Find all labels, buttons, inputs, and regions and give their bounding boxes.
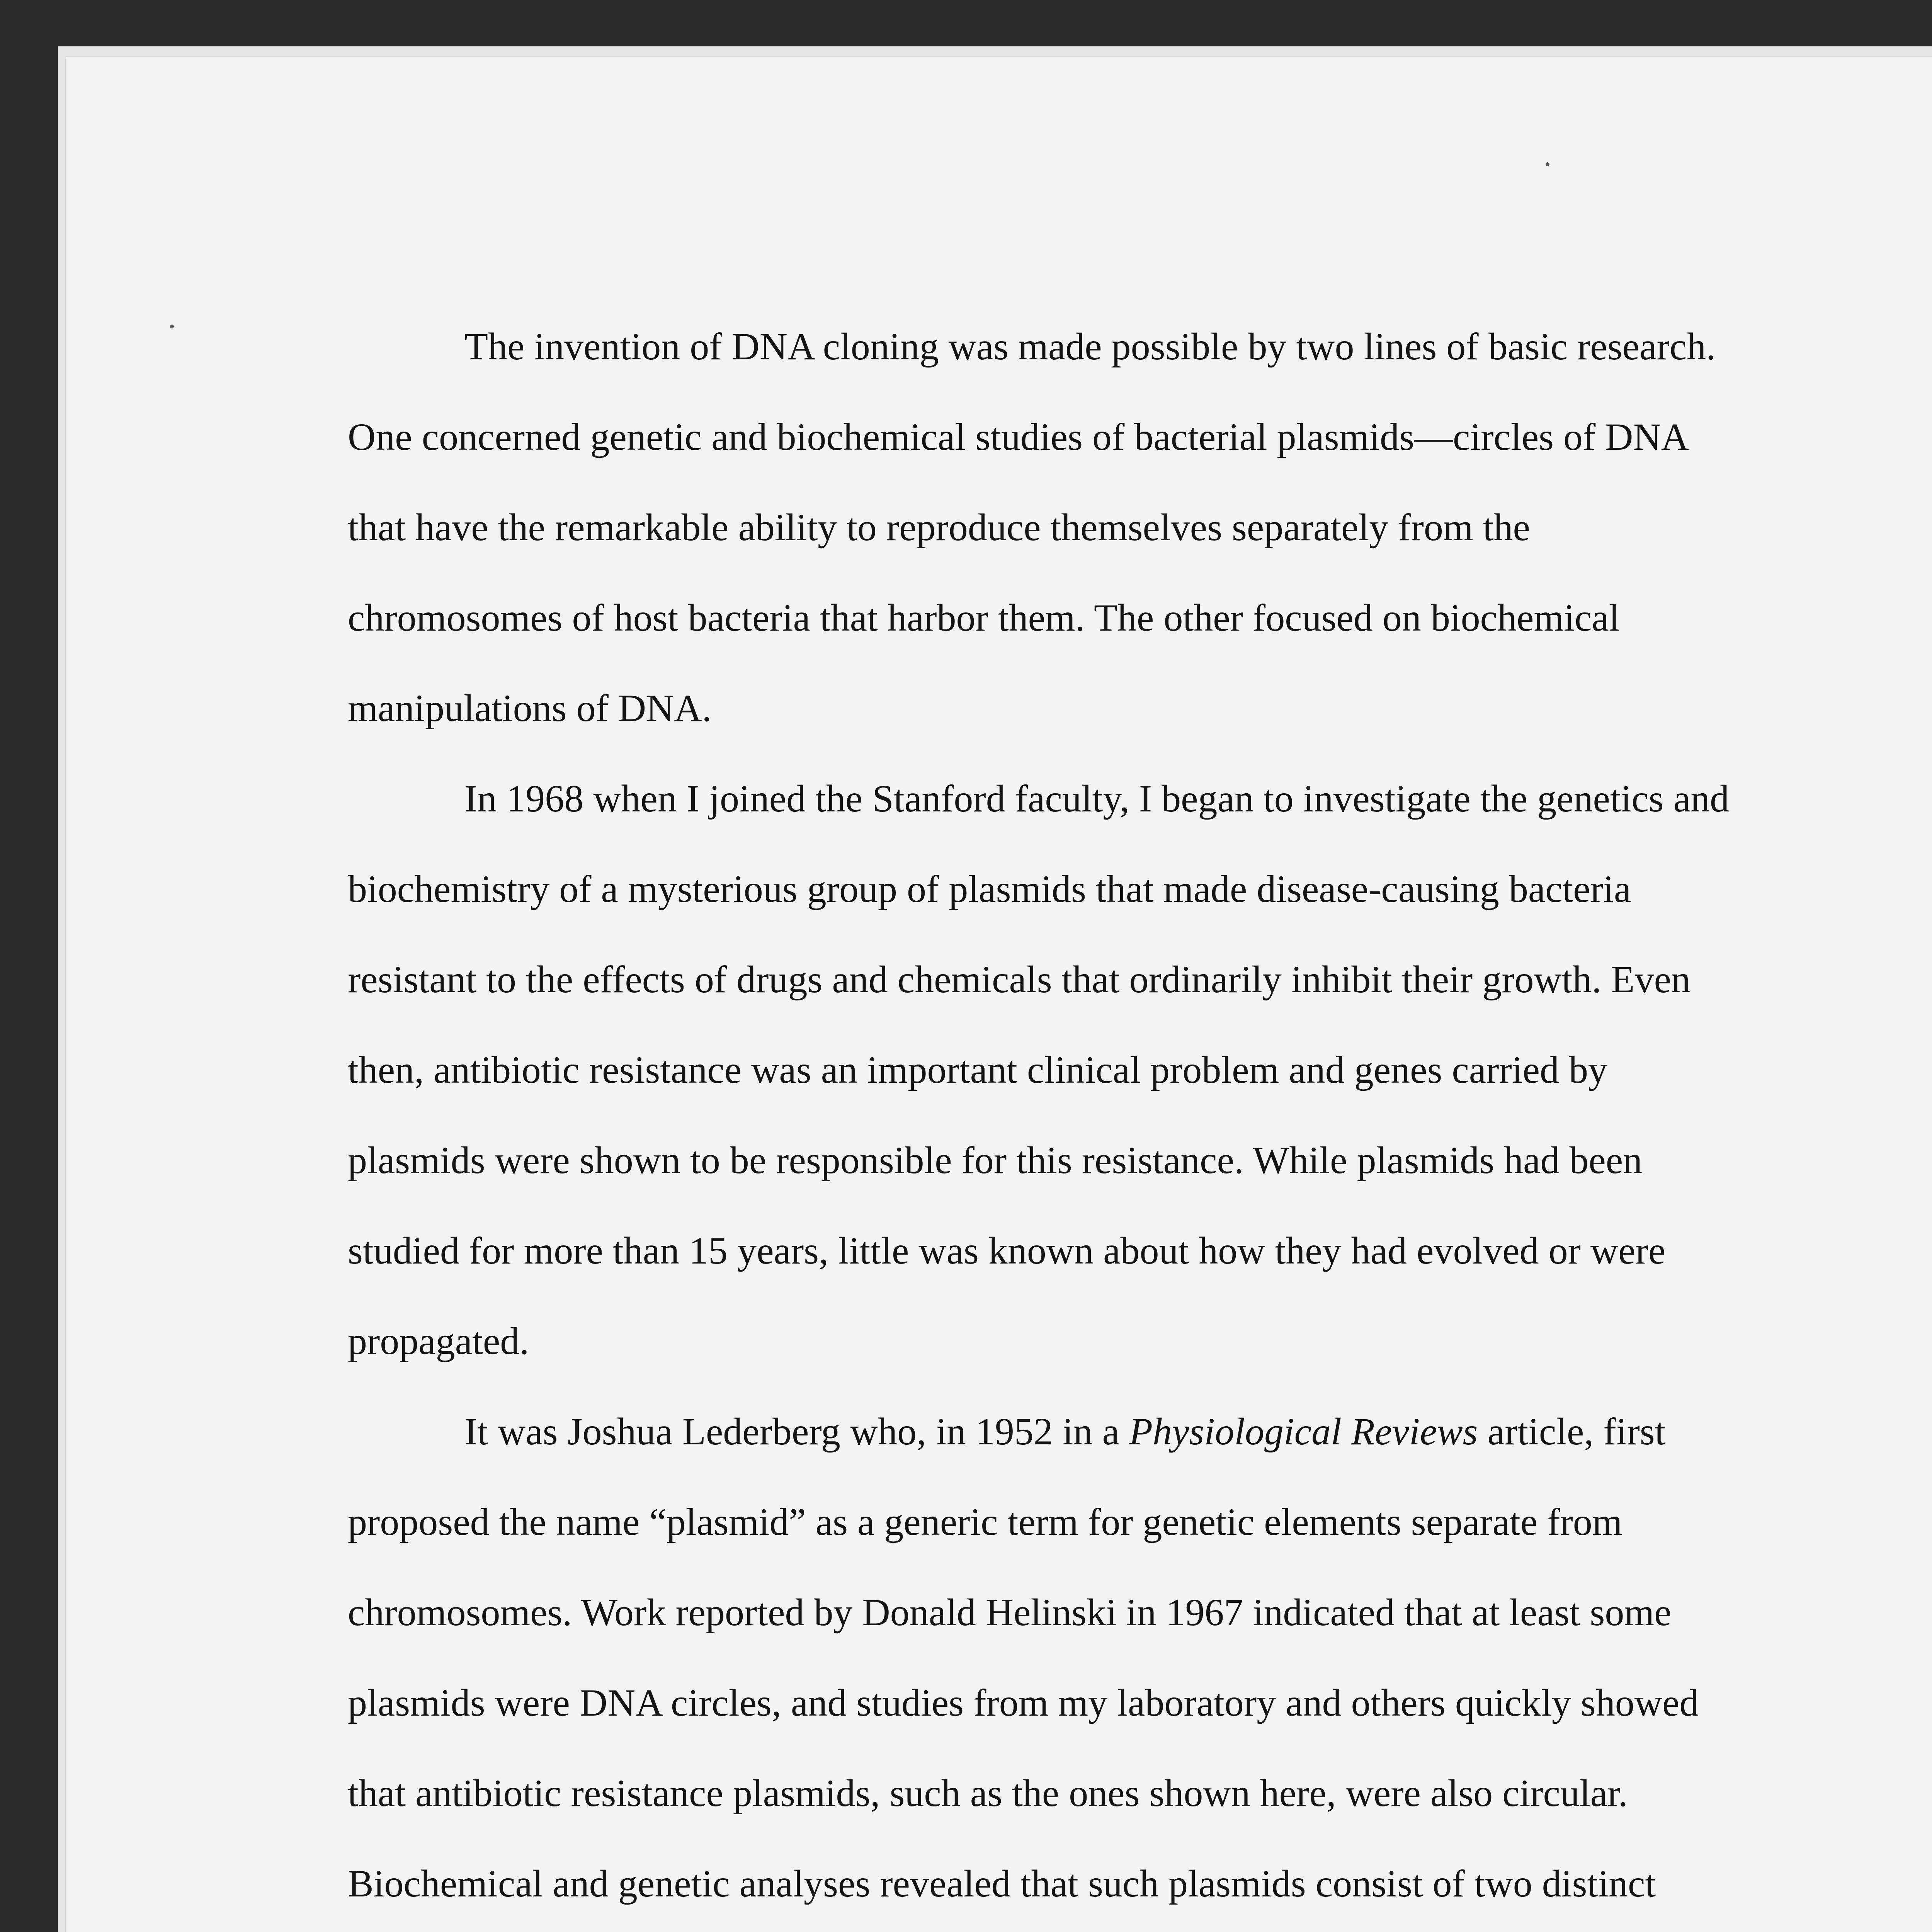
text-line: chromosomes of host bacteria that harbor them. The other focused on biochemical: [348, 596, 1620, 639]
text-line: manipulations of DNA.: [348, 687, 712, 730]
page-speck: [170, 325, 174, 328]
text-line: that have the remarkable ability to reproduce themselves separately from the: [348, 506, 1530, 549]
page-speck: [1546, 162, 1549, 166]
text-line: resistant to the effects of drugs and chemicals that ordinarily inhibit their growth. Even: [348, 958, 1690, 1001]
body-text: [348, 301, 1777, 1932]
text-line: plasmids were shown to be responsible for this resistance. While plasmids had been: [348, 1139, 1643, 1182]
journal-title: Physiological Reviews: [1129, 1410, 1478, 1453]
text-line: The invention of DNA cloning was made possible by two lines of basic research.: [464, 325, 1716, 368]
paragraph: [348, 1386, 1777, 1932]
text-line: In 1968 when I joined the Stanford faculty, I began to investigate the genetics and: [464, 777, 1730, 820]
text-run: It was Joshua Lederberg who, in 1952 in a: [464, 1410, 1129, 1453]
text-line: [348, 1929, 1777, 1932]
text-line: proposed the name “plasmid” as a generic term for genetic elements separate from: [348, 1500, 1622, 1543]
paragraph: [348, 301, 1777, 753]
text-line: plasmids were DNA circles, and studies from my laboratory and others quickly showed: [348, 1681, 1699, 1724]
text-run: article, first: [1478, 1410, 1666, 1453]
text-line: then, antibiotic resistance was an important clinical problem and genes carried by: [348, 1048, 1607, 1091]
text-line: that antibiotic resistance plasmids, such as the ones shown here, were also circular.: [348, 1772, 1628, 1815]
paragraph: [348, 753, 1777, 1386]
text-line: propagated.: [348, 1320, 529, 1362]
text-line: chromosomes. Work reported by Donald Helinski in 1967 indicated that at least some: [348, 1591, 1672, 1634]
text-line: Biochemical and genetic analyses revealed that such plasmids consist of two distinct: [348, 1862, 1656, 1905]
text-line: One concerned genetic and biochemical studies of bacterial plasmids—circles of DNA: [348, 415, 1689, 458]
text-line: [348, 1386, 1777, 1477]
text-line: studied for more than 15 years, little was known about how they had evolved or were: [348, 1229, 1666, 1272]
text-line: biochemistry of a mysterious group of plasmids that made disease-causing bacteria: [348, 867, 1631, 910]
